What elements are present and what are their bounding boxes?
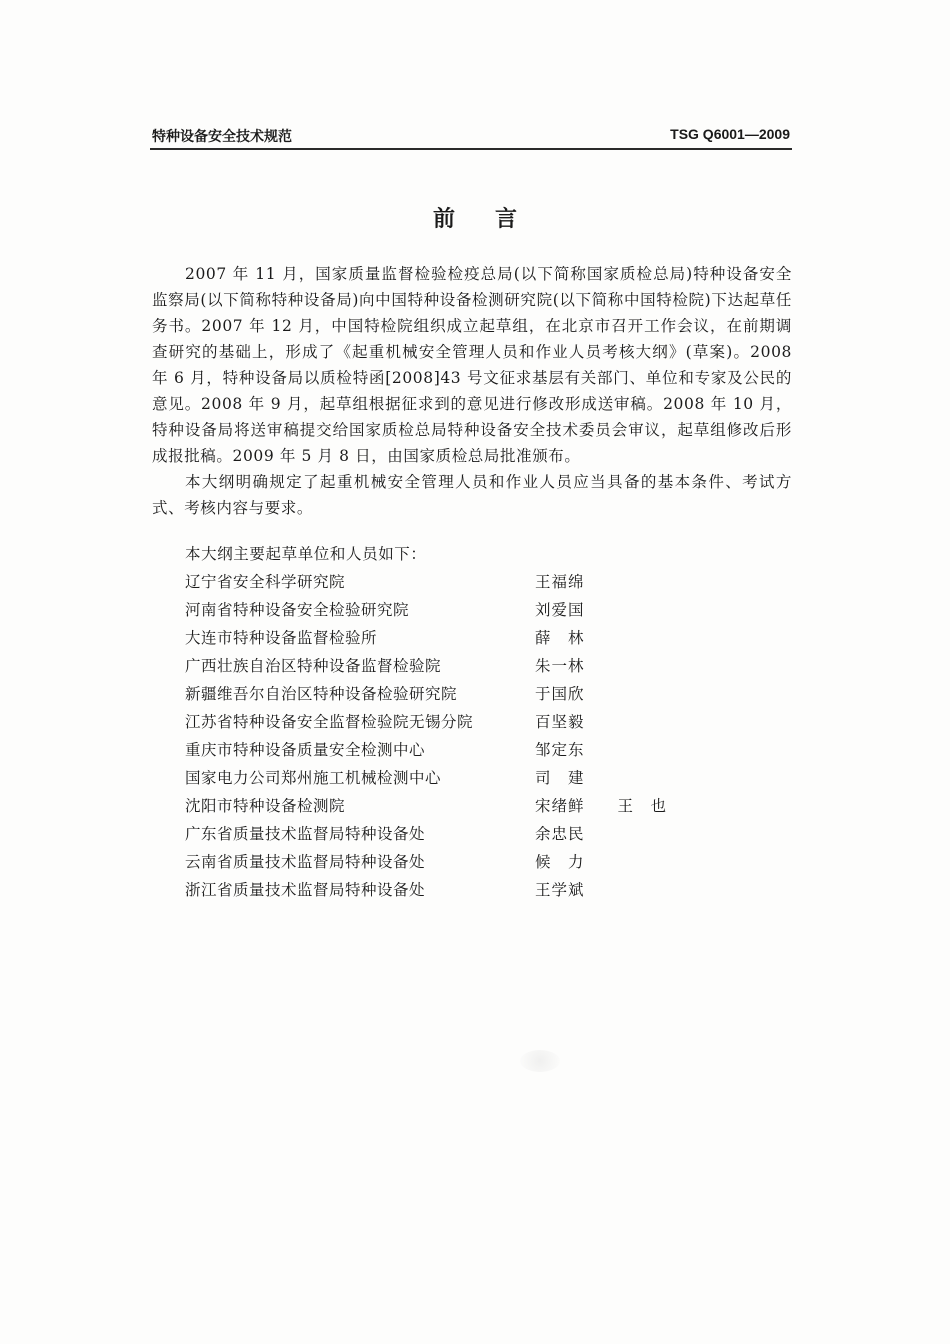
drafter-organization: 河南省特种设备安全检验研究院 (185, 601, 410, 619)
drafter-row (185, 794, 745, 820)
header-divider (150, 148, 792, 150)
drafter-names: 百坚毅 (535, 713, 585, 731)
drafter-row (185, 654, 745, 680)
drafter-row (185, 850, 745, 876)
drafter-organization: 江苏省特种设备安全监督检验院无锡分院 (185, 713, 474, 731)
drafter-row (185, 682, 745, 708)
foreword-paragraph: 2007 年 11 月，国家质量监督检验检疫总局(以下简称国家质检总局)特种设备安全监察局(以下简称特种设备局)向中国特种设备检测研究院(以下简称中国特检院)下达起草任务书。2007 年 12 月，中国特检院组织成立起草组，在北京市召开工作会议，在前期调查研究的基础上，形成了《起重机械安全管理人员和作业人员考核大纲》(草案)。2008 年 6 月，特种设备局以质检特函[2008]43 号文征求基层有关部门、单位和专家及公民的意见。2008 年 9 月，起草组根据征求到的意见进行修改形成送审稿。2008 年 10 月，特种设备局将送审稿提交给国家质检总局特种设备安全技术委员会审议，起草组修改后形成报批稿。2009 年 5 月 8 日，由国家质检总局批准颁布。 (152, 265, 792, 465)
drafter-organization: 大连市特种设备监督检验所 (185, 629, 378, 647)
drafter-organization: 广东省质量技术监督局特种设备处 (185, 825, 426, 843)
page-title: 前言 (432, 207, 557, 232)
drafter-names: 刘爱国 (535, 601, 585, 619)
foreword-body (152, 261, 792, 521)
drafter-row (185, 626, 745, 652)
drafter-organization: 辽宁省安全科学研究院 (185, 573, 346, 591)
header-series-title: 特种设备安全技术规范 (152, 129, 292, 145)
drafter-names: 朱一林 (535, 657, 585, 675)
drafter-row (185, 598, 745, 624)
drafter-organization: 国家电力公司郑州施工机械检测中心 (185, 769, 442, 787)
drafter-organization: 云南省质量技术监督局特种设备处 (185, 853, 426, 871)
drafter-organization: 新疆维吾尔自治区特种设备检验研究院 (185, 685, 458, 703)
drafter-row (185, 822, 745, 848)
drafter-row (185, 766, 745, 792)
drafter-names: 余忠民 (535, 825, 585, 843)
drafter-row (185, 738, 745, 764)
drafters-intro: 本大纲主要起草单位和人员如下： (185, 545, 427, 563)
drafter-names: 薛 林 (535, 629, 585, 647)
drafter-organization: 广西壮族自治区特种设备监督检验院 (185, 657, 442, 675)
drafter-organization: 重庆市特种设备质量安全检测中心 (185, 741, 426, 759)
running-header (152, 124, 792, 148)
drafter-row (185, 710, 745, 736)
drafter-names: 司 建 (535, 769, 585, 787)
drafter-names: 候 力 (535, 853, 585, 871)
header-standard-code: TSG Q6001—2009 (670, 126, 790, 142)
drafter-names: 王福绵 (535, 573, 585, 591)
drafter-organization: 浙江省质量技术监督局特种设备处 (185, 881, 426, 899)
foreword-paragraph: 本大纲明确规定了起重机械安全管理人员和作业人员应当具备的基本条件、考试方式、考核内容与要求。 (152, 473, 792, 517)
drafter-names: 邹定东 (535, 741, 585, 759)
drafter-names: 王学斌 (535, 881, 585, 899)
drafter-row (185, 570, 745, 596)
drafter-names: 宋绪鲜 王 也 (535, 797, 668, 815)
drafter-names: 于国欣 (535, 685, 585, 703)
scan-artifact (520, 1050, 560, 1072)
drafter-organization: 沈阳市特种设备检测院 (185, 797, 346, 815)
drafter-row (185, 878, 745, 904)
